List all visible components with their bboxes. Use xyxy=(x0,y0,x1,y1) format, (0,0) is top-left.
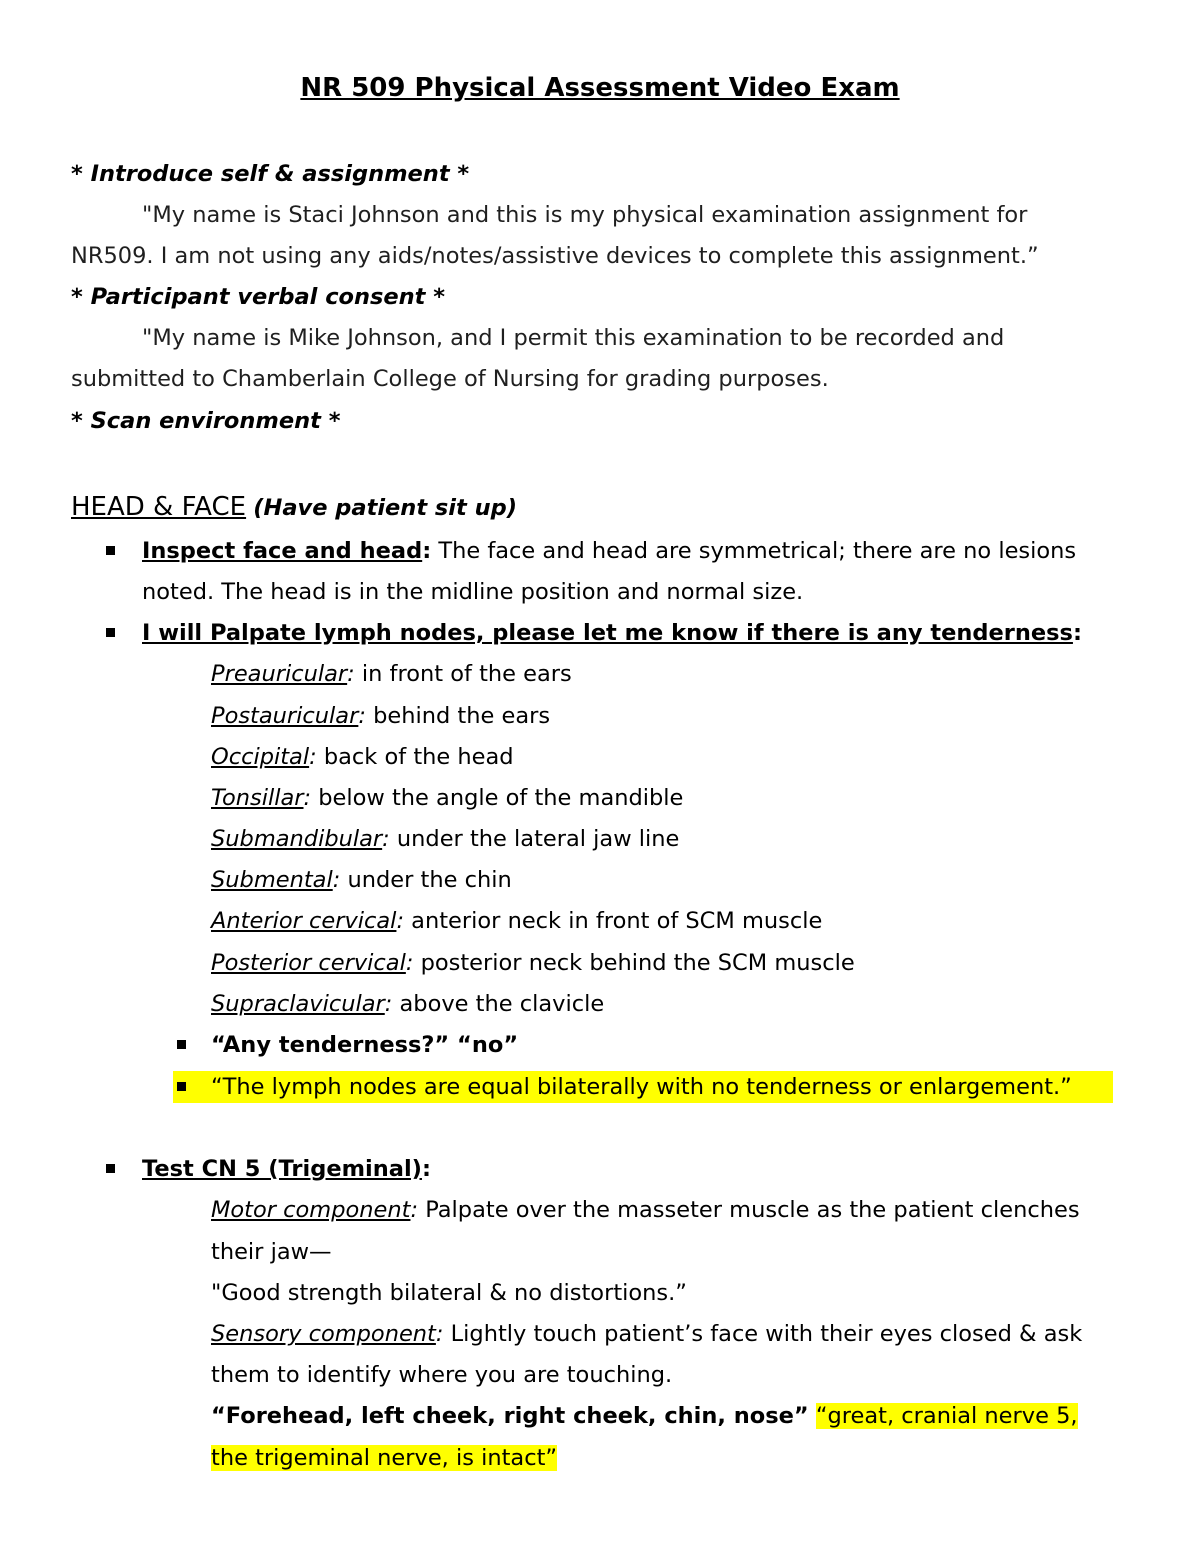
node-desc: anterior neck in front of SCM muscle xyxy=(404,908,823,934)
list-item xyxy=(211,824,679,854)
cn5-result-line-2 xyxy=(211,1443,557,1473)
sensory-text-2: them to identify where you are touching. xyxy=(211,1362,673,1388)
page-title: NR 509 Physical Assessment Video Exam xyxy=(300,73,900,103)
node-name: Anterior cervical xyxy=(211,908,397,934)
consent-line-1: "My name is Mike Johnson, and I permit this examination to be recorded and xyxy=(142,325,1005,351)
tenderness-question: “Any tenderness?” “no” xyxy=(211,1032,519,1058)
node-desc: posterior neck behind the SCM muscle xyxy=(413,950,855,976)
node-name: Submandibular xyxy=(211,826,383,852)
motor-quote: "Good strength bilateral & no distortions.” xyxy=(211,1280,687,1306)
node-sep: : xyxy=(347,661,355,687)
node-desc: in front of the ears xyxy=(354,661,572,687)
list-item xyxy=(211,659,572,689)
cn5-label: Test CN 5 (Trigeminal) xyxy=(142,1156,422,1182)
intro-line-1: "My name is Staci Johnson and this is my physical examination assignment for xyxy=(142,202,1028,228)
lymph-result: “The lymph nodes are equal bilaterally with no tenderness or enlargement.” xyxy=(211,1074,1072,1100)
sensory-line-1 xyxy=(211,1319,1082,1349)
list-item xyxy=(211,783,683,813)
bullet-icon xyxy=(106,546,115,555)
inspect-colon: : xyxy=(422,538,432,564)
sensory-sep: : xyxy=(435,1321,444,1347)
cn5-result-1: “great, cranial nerve 5, xyxy=(815,1403,1078,1429)
node-sep: : xyxy=(332,867,341,893)
bullet-icon xyxy=(106,1164,115,1173)
node-name: Supraclavicular xyxy=(211,991,385,1017)
bullet-icon xyxy=(106,628,115,637)
node-name: Occipital xyxy=(211,744,310,770)
inspect-text-1: The face and head are symmetrical; there are no lesions xyxy=(431,538,1077,564)
node-name: Tonsillar xyxy=(211,785,304,811)
scan-heading: * Scan environment * xyxy=(71,408,341,434)
motor-text-1: Palpate over the masseter muscle as the patient clenches xyxy=(418,1197,1080,1223)
cn5-result-2: the trigeminal nerve, is intact” xyxy=(211,1445,558,1471)
node-sep: : xyxy=(396,908,405,934)
node-name: Submental xyxy=(211,867,333,893)
cn5-answer-line xyxy=(211,1401,1078,1431)
motor-line-1 xyxy=(211,1195,1080,1225)
list-item xyxy=(211,948,855,978)
head-face-section-heading xyxy=(71,490,517,525)
node-sep: : xyxy=(303,785,312,811)
palpate-label: I will Palpate lymph nodes, please let me know if there is any tenderness xyxy=(142,620,1073,646)
list-item xyxy=(211,742,514,772)
cn5-line xyxy=(142,1154,431,1184)
node-desc: under the chin xyxy=(340,867,512,893)
node-sep: : xyxy=(384,991,393,1017)
cn5-colon: : xyxy=(421,1156,431,1182)
palpate-colon: : xyxy=(1072,620,1082,646)
head-face-heading: HEAD & FACE xyxy=(71,492,247,522)
node-name: Preauricular xyxy=(211,661,348,687)
bullet-icon xyxy=(177,1040,186,1049)
node-desc: behind the ears xyxy=(365,703,551,729)
list-item xyxy=(211,701,550,731)
node-sep: : xyxy=(405,950,414,976)
node-sep: : xyxy=(309,744,317,770)
node-sep: : xyxy=(358,703,366,729)
node-desc: back of the head xyxy=(316,744,514,770)
intro-heading: * Introduce self & assignment * xyxy=(71,161,470,187)
inspect-line-1 xyxy=(142,536,1076,566)
node-desc: below the angle of the mandible xyxy=(311,785,684,811)
inspect-text-2: noted. The head is in the midline position and normal size. xyxy=(142,579,804,605)
bullet-icon xyxy=(177,1082,186,1091)
node-name: Postauricular xyxy=(211,703,359,729)
motor-text-2: their jaw— xyxy=(211,1239,332,1265)
cn5-answer: “Forehead, left cheek, right cheek, chin, nose” xyxy=(211,1403,809,1429)
node-desc: above the clavicle xyxy=(392,991,605,1017)
node-desc: under the lateral jaw line xyxy=(389,826,680,852)
node-name: Posterior cervical xyxy=(211,950,406,976)
head-face-subheading: (Have patient sit up) xyxy=(253,495,518,521)
list-item xyxy=(211,865,512,895)
intro-line-2: NR509. I am not using any aids/notes/assistive devices to complete this assignment.” xyxy=(71,243,1039,269)
list-item xyxy=(211,989,604,1019)
palpate-line xyxy=(142,618,1082,648)
inspect-label: Inspect face and head xyxy=(142,538,423,564)
sensory-text-1: Lightly touch patient’s face with their eyes closed & ask xyxy=(443,1321,1083,1347)
list-item xyxy=(211,906,822,936)
sensory-label: Sensory component xyxy=(211,1321,436,1347)
motor-sep: : xyxy=(410,1197,419,1223)
motor-label: Motor component xyxy=(211,1197,411,1223)
consent-heading: * Participant verbal consent * xyxy=(71,284,446,310)
consent-line-2: submitted to Chamberlain College of Nursing for grading purposes. xyxy=(71,366,829,392)
node-sep: : xyxy=(382,826,390,852)
